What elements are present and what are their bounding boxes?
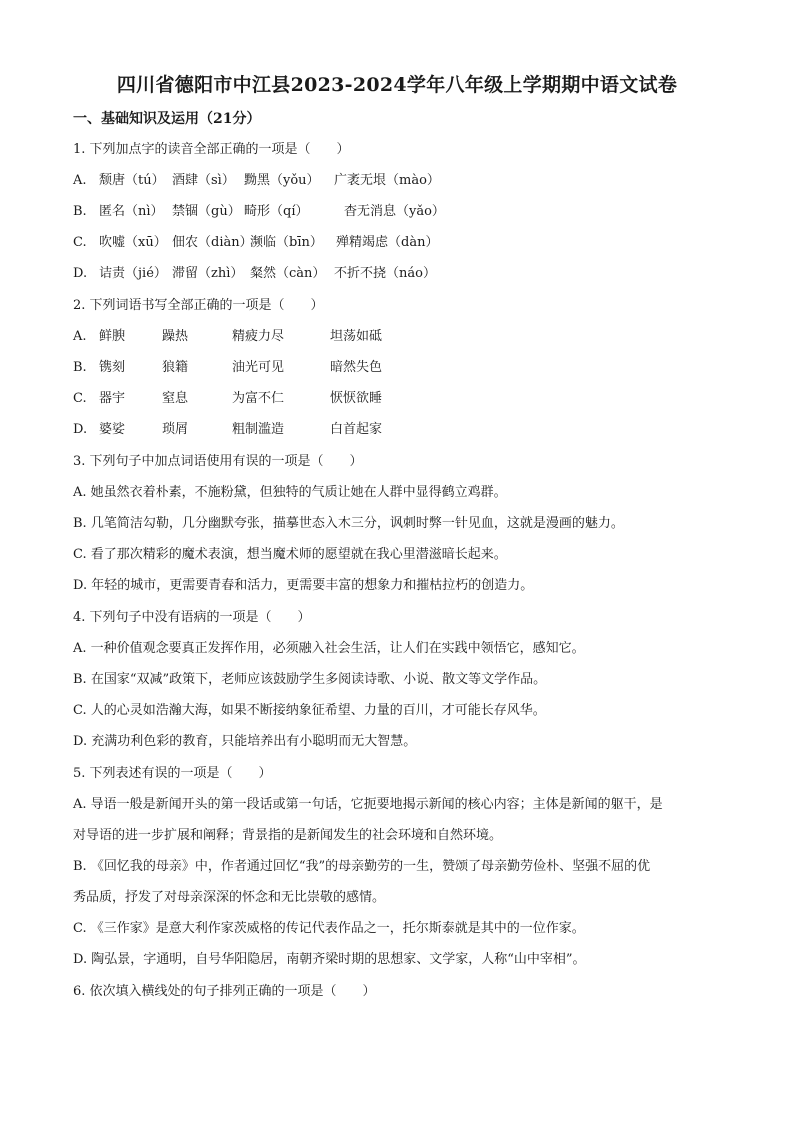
- q3-option-d: D. 年轻的城市，更需要青春和活力，更需要丰富的想象力和摧枯拉朽的创造力。: [73, 578, 534, 593]
- q4-option-b: B. 在国家“双减”政策下，老师应该鼓励学生多阅读诗歌、小说、散文等文学作品。: [73, 672, 547, 687]
- q5-option-a-line2: 对导语的进一步扩展和阐释；背景指的是新闻发生的社会环境和自然环境。: [73, 828, 503, 843]
- q5-option-d: D. 陶弘景，字通明，自号华阳隐居，南朝齐梁时期的思想家、文学家，人称“山中宰相”。: [73, 952, 586, 967]
- q4-option-d: D. 充满功利色彩的教育，只能培养出有小聪明而无大智慧。: [73, 734, 417, 749]
- question-4-stem: 4. 下列句子中没有语病的一项是（ ）: [73, 610, 311, 625]
- q1-option-b: B. 匿名（nì） 禁锢（gù） 畸形（qí） 杳无消息（yǎo）: [73, 204, 445, 219]
- q1-option-a: A. 颓唐（tú） 酒肆（sì） 黝黑（yǒu） 广袤无垠（mào）: [73, 173, 440, 188]
- q2-option-b: B. 镌刻 狼籍 油光可见 暗然失色: [73, 360, 383, 375]
- question-6-stem: 6. 依次填入横线处的句子排列正确的一项是（ ）: [73, 984, 376, 999]
- q5-option-a-line1: A. 导语一般是新闻开头的第一段话或第一句话，它扼要地揭示新闻的核心内容；主体是新闻的躯干，是: [73, 797, 663, 812]
- q3-option-c: C. 看了那次精彩的魔术表演，想当魔术师的愿望就在我心里潜滋暗长起来。: [73, 547, 507, 562]
- q4-option-c: C. 人的心灵如浩瀚大海，如果不断接纳象征希望、力量的百川，才可能长存风华。: [73, 703, 546, 718]
- q3-option-b: B. 几笔简洁勾勒，几分幽默夸张，描摹世态入木三分，讽刺时弊一针见血，这就是漫画的魅力。: [73, 516, 624, 531]
- q5-option-c: C. 《三作家》是意大利作家茨威格的传记代表作品之一，托尔斯泰就是其中的一位作家。: [73, 921, 585, 936]
- q3-option-a: A. 她虽然衣着朴素，不施粉黛，但独特的气质让她在人群中显得鹤立鸡群。: [73, 485, 507, 500]
- question-5-stem: 5. 下列表述有误的一项是（ ）: [73, 766, 272, 781]
- q2-option-c: C. 器宇 窒息 为富不仁 恹恹欲睡: [73, 391, 383, 406]
- q5-option-b-line1: B. 《回忆我的母亲》中，作者通过回忆“我”的母亲勤劳的一生，赞颂了母亲勤劳俭朴、坚强不屈的优: [73, 859, 651, 874]
- q1-option-d: D. 诘责（jié） 滞留（zhì） 粲然（càn） 不折不挠（náo）: [73, 266, 436, 281]
- q4-option-a: A. 一种价值观念要真正发挥作用，必须融入社会生活，让人们在实践中领悟它，感知它。: [73, 641, 585, 656]
- section-heading: 一、基础知识及运用（21分）: [73, 111, 261, 127]
- question-3-stem: 3. 下列句子中加点词语使用有误的一项是（ ）: [73, 454, 363, 469]
- q2-option-d: D. 婆娑 琐屑 粗制滥造 白首起家: [73, 422, 383, 437]
- question-2-stem: 2. 下列词语书写全部正确的一项是（ ）: [73, 298, 324, 313]
- question-1-stem: 1. 下列加点字的读音全部正确的一项是（ ）: [73, 142, 350, 157]
- q5-option-b-line2: 秀品质，抒发了对母亲深深的怀念和无比崇敬的感情。: [73, 890, 386, 905]
- q1-option-c: C. 吹嘘（xū） 佃农（diàn）濒临（bīn） 殚精竭虑（dàn）: [73, 235, 439, 250]
- q2-option-a: A. 鲜腴 躁热 精疲力尽 坦荡如砥: [73, 329, 383, 344]
- exam-title: 四川省德阳市中江县2023-2024学年八年级上学期期中语文试卷: [116, 74, 678, 96]
